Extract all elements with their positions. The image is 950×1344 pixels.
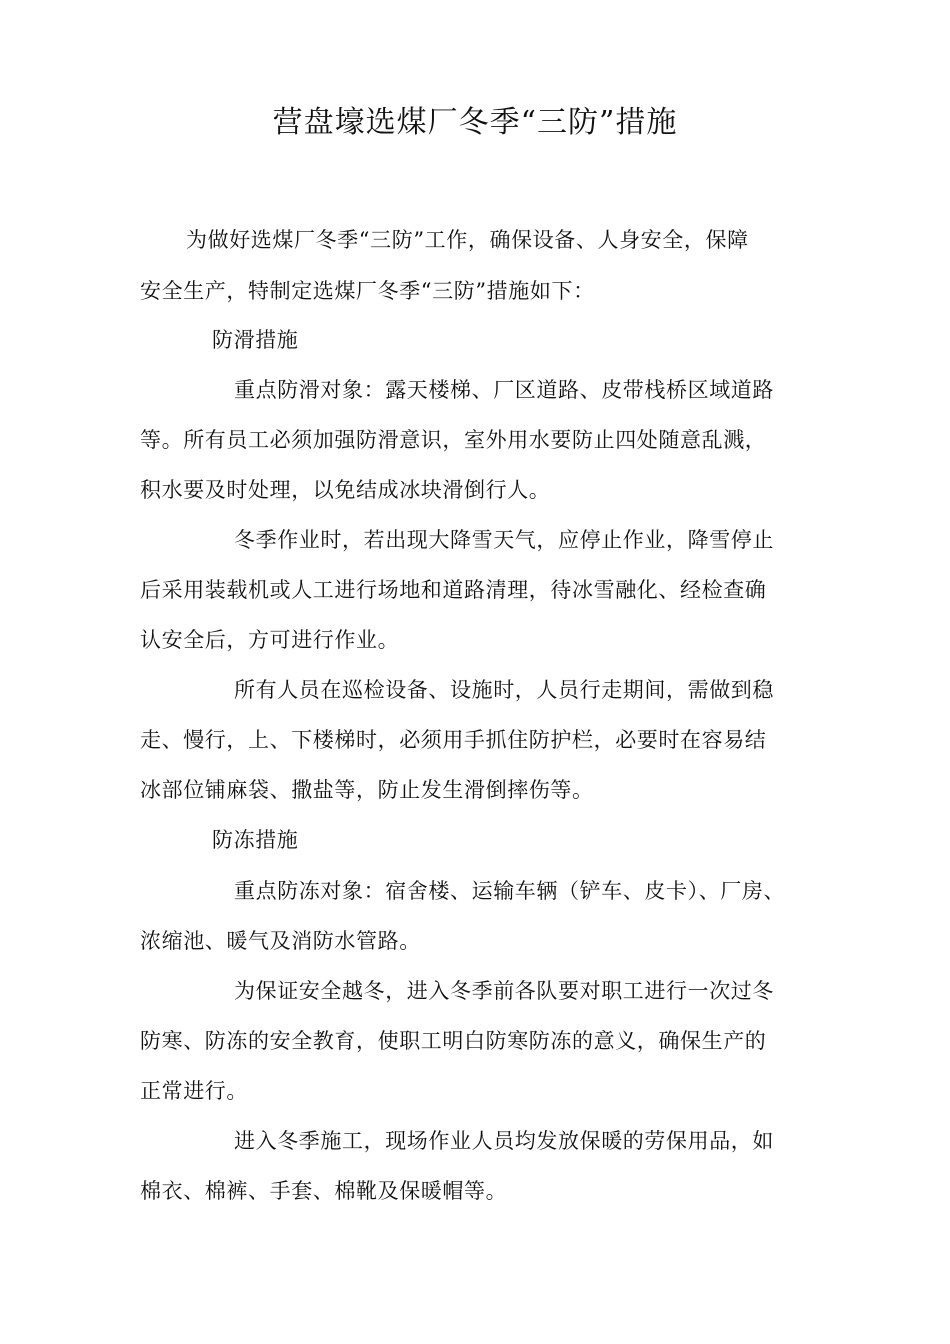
paragraph-line: 进入冬季施工，现场作业人员均发放保暖的劳保用品，如 <box>234 1129 774 1153</box>
paragraph-line: 等。所有员工必须加强防滑意识，室外用水要防止四处随意乱溅， <box>140 428 767 452</box>
paragraph-line: 冬季作业时，若出现大降雪天气，应停止作业，降雪停止 <box>234 528 774 552</box>
section-heading-anti-slip: 防滑措施 <box>212 328 299 352</box>
paragraph-line: 认安全后，方可进行作业。 <box>140 628 400 652</box>
paragraph-line: 正常进行。 <box>140 1079 248 1103</box>
section-heading-anti-freeze: 防冻措施 <box>212 828 299 852</box>
paragraph-line: 积水要及时处理，以免结成冰块滑倒行人。 <box>140 478 551 502</box>
paragraph-line: 为保证安全越冬，进入冬季前各队要对职工进行一次过冬 <box>234 979 774 1003</box>
paragraph-line: 浓缩池、暖气及消防水管路。 <box>140 929 421 953</box>
paragraph-line: 所有人员在巡检设备、设施时，人员行走期间，需做到稳 <box>234 678 774 702</box>
document-title: 营盘壕选煤厂冬季“三防”措施 <box>272 105 678 140</box>
paragraph-line: 冰部位铺麻袋、撒盐等，防止发生滑倒摔伤等。 <box>140 778 594 802</box>
paragraph-line: 重点防滑对象：露天楼梯、厂区道路、皮带栈桥区域道路 <box>234 378 774 402</box>
paragraph-line: 棉衣、棉裤、手套、棉靴及保暖帽等。 <box>140 1179 508 1203</box>
paragraph-line: 重点防冻对象：宿舍楼、运输车辆（铲车、皮卡）、厂房、 <box>234 879 786 903</box>
paragraph-line: 走、慢行，上、下楼梯时，必须用手抓住防护栏，必要时在容易结 <box>140 728 767 752</box>
paragraph-line: 防寒、防冻的安全教育，使职工明白防寒防冻的意义，确保生产的 <box>140 1029 767 1053</box>
paragraph-line: 安全生产，特制定选煤厂冬季“三防”措施如下： <box>140 279 595 303</box>
paragraph-line: 后采用装载机或人工进行场地和道路清理，待冰雪融化、经检查确 <box>140 578 767 602</box>
paragraph-line: 为做好选煤厂冬季“三防”工作，确保设备、人身安全，保障 <box>186 228 749 252</box>
